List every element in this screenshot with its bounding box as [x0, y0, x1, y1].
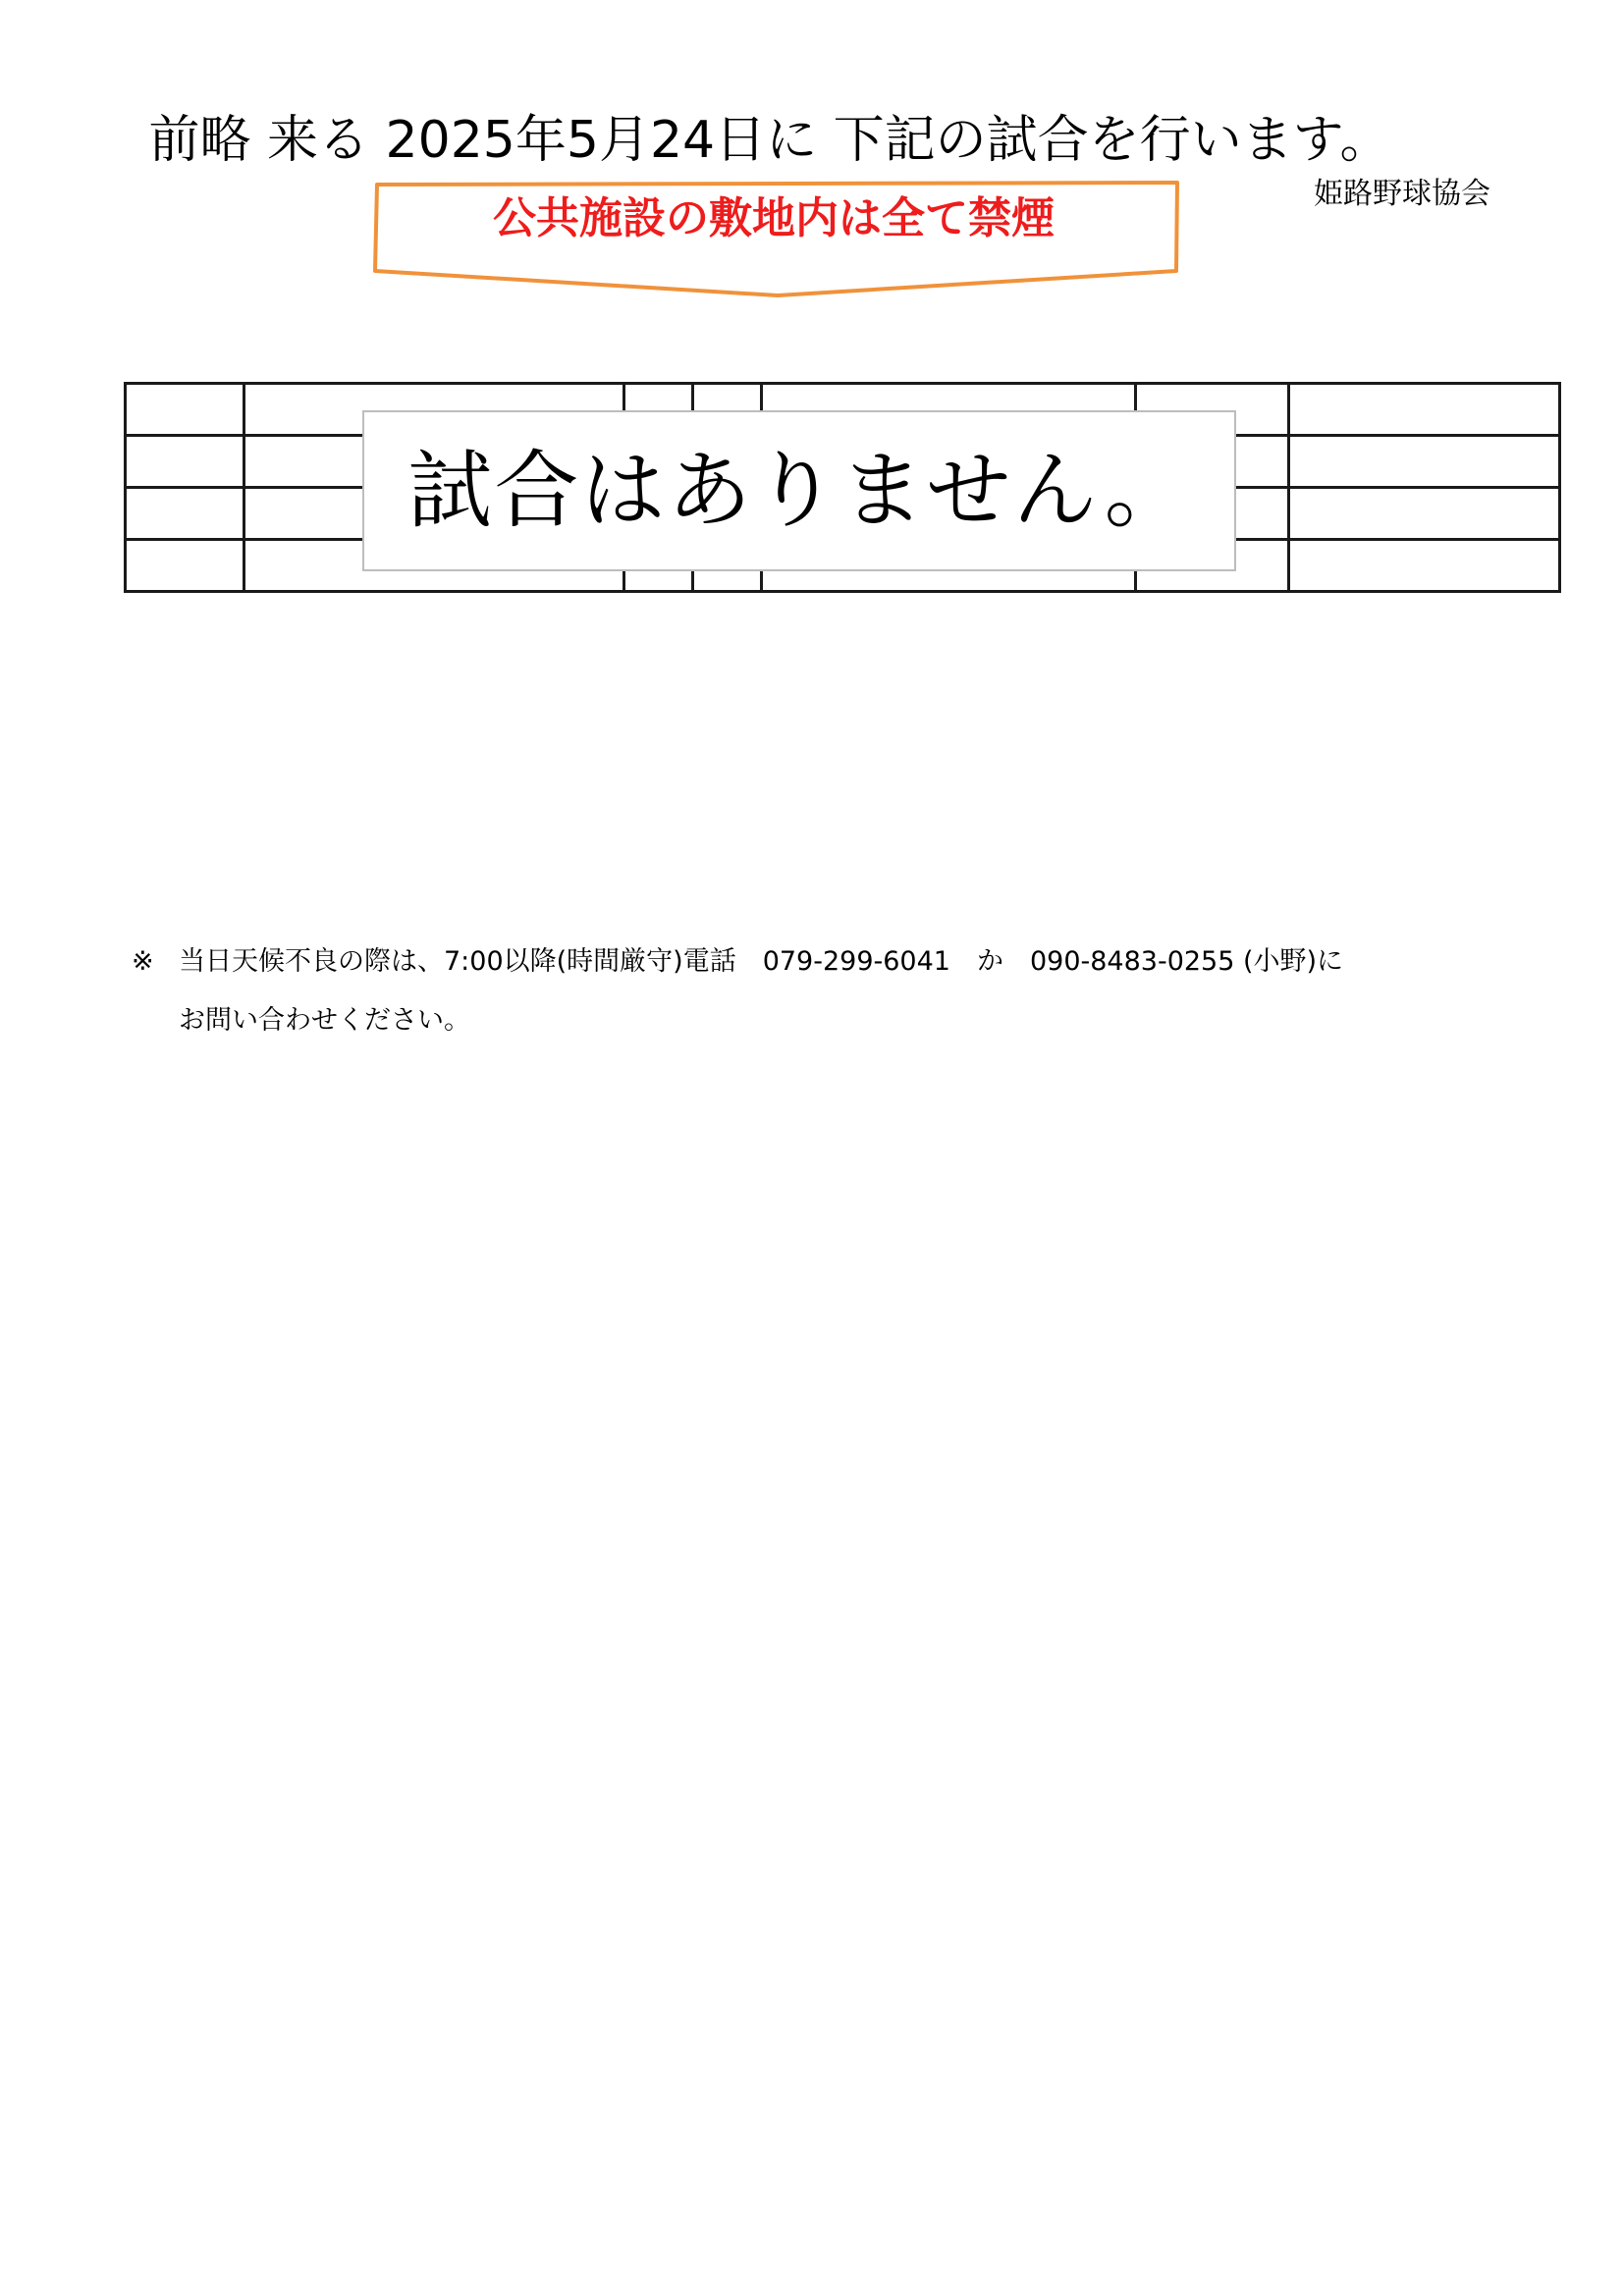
weather-contact-note: 当日天候不良の際は、7:00以降(時間厳守)電話 079-299-6041 か 090-8483-0255 (小野)に — [179, 946, 1344, 977]
table-cell — [126, 436, 244, 488]
table-cell — [1289, 384, 1560, 436]
note-mark: ※ — [132, 946, 154, 977]
table-cell — [1289, 540, 1560, 592]
table-cell — [126, 488, 244, 540]
table-cell — [126, 540, 244, 592]
table-cell — [1289, 436, 1560, 488]
organization-name: 姫路野球協会 — [1314, 177, 1490, 211]
weather-contact-note-continued: お問い合わせください。 — [179, 1005, 470, 1036]
table-cell — [126, 384, 244, 436]
table-cell — [1289, 488, 1560, 540]
no-game-notice-box — [362, 410, 1236, 571]
page-heading: 前略 来る 2025年5月24日に 下記の試合を行います。 — [148, 111, 1391, 170]
no-smoking-banner-text: 公共施設の敷地内は全て禁煙 — [493, 193, 1055, 243]
no-game-message: 試合はありません。 — [407, 442, 1191, 540]
